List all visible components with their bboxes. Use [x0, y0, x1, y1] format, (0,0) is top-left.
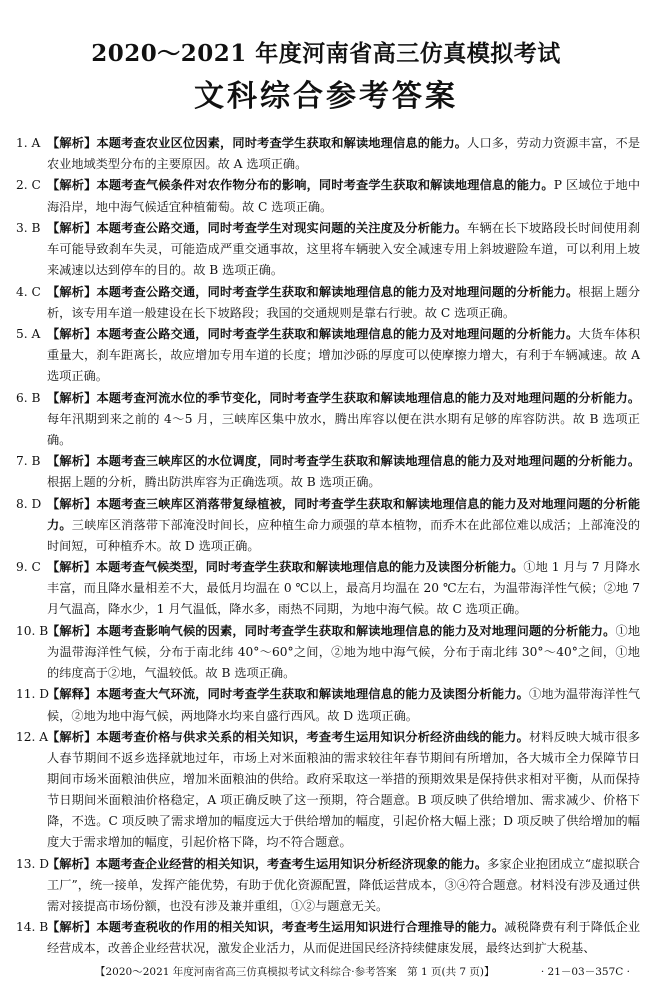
- analysis-lead: 本题考查三峡库区的水位调度，同时考查学生获取和解读地理信息的能力及对地理问题的分析能力。: [96, 454, 641, 469]
- analysis-body: 人口多，劳动力资源丰富，不是农业地域类型分布的主要原因。故 A 选项正确。: [47, 136, 641, 172]
- question-number: 14. B: [16, 920, 49, 935]
- analysis-lead: 本题考查大气环流，同时考查学生获取和解读地理信息的能力及读图分析能力。: [96, 687, 529, 702]
- analysis-body: 多家企业抱团成立“虚拟联合工厂”，统一接单，发挥产能优势，有助于优化资源配置，降低运营成本，③④符合题意。材料没有涉及通过供需对接提高市场份额，也没有涉及兼并重组，①②与题意无关。: [47, 856, 641, 913]
- footer-page-info: 【2020～2021 年度河南省高三仿真模拟考试文科综合·参考答案 第 1 页(共 7 页)】: [95, 966, 495, 978]
- analysis-body: 减税降费有利于降低企业经营成本，改善企业经营状况，激发企业活力，从而促进国民经济持续健康发展，最终达到扩大税基、: [47, 920, 641, 956]
- question-number: 12. A: [16, 729, 49, 744]
- analysis-tag: 【解析】: [47, 920, 97, 935]
- answer-list: [16, 133, 640, 960]
- analysis-lead: 本题考查农业区位因素，同时考查学生获取和解读地理信息的能力。: [96, 136, 468, 150]
- page-footer: [95, 965, 640, 979]
- analysis-lead: 本题考查河流水位的季节变化，同时考查学生获取和解读地理信息的能力及对地理问题的分析能力。: [96, 390, 641, 405]
- analysis-body: 大货车体积重量大，刹车距离长，故应增加专用车道的长度；增加沙砾的厚度可以使摩擦力增大，有利于车辆减速。故 A 选项正确。: [47, 327, 641, 384]
- question-number: 11. D: [16, 687, 50, 702]
- answer-item-3: [16, 218, 640, 281]
- question-number: 4. C: [16, 284, 41, 299]
- analysis-body: 三峡库区消落带下部淹没时间长，应种植生命力顽强的草本植物，而乔木在此部位难以成活；上部淹没的时间短，可种植乔木。故 D 选项正确。: [47, 517, 641, 553]
- answer-item-14: [16, 917, 640, 959]
- analysis-tag: 【解析】: [47, 220, 97, 235]
- analysis-lead: 本题考查价格与供求关系的相关知识，考查考生运用知识分析经济曲线的能力。: [96, 729, 529, 744]
- question-number: 8. D: [16, 496, 42, 511]
- analysis-tag: 【解析】: [47, 856, 96, 871]
- question-number: 10. B: [16, 623, 49, 638]
- answer-item-10: [16, 621, 640, 684]
- analysis-lead: 本题考查公路交通，同时考查学生获取和解读地理信息的能力及对地理问题的分析能力。: [96, 284, 579, 299]
- question-number: 2. C: [16, 178, 41, 193]
- analysis-body: 根据上题分析，该专用车道一般建设在长下坡路段；我国的交通规则是靠右行驶。故 C 选项正确。: [47, 284, 641, 320]
- footer-exam-code: · 21－03－357C ·: [540, 966, 630, 978]
- analysis-tag: 【解析】: [47, 136, 97, 150]
- answer-item-6: [16, 388, 640, 451]
- analysis-lead: 本题考查气候类型，同时考查学生获取和解读地理信息的能力及读图分析能力。: [95, 560, 524, 575]
- analysis-tag: 【解析】: [47, 327, 97, 342]
- analysis-body: 材料反映大城市很多人春节期间不返乡选择就地过年，市场上对米面粮油的需求较往年春节期间有所增加，各大城市全力保障节日期间市场米面粮油供应，增加米面粮油的供给。政府采取这一举措的预期效果是保持供求相对平衡，从而保持节日期间米面粮油价格稳定，A 项正确反映了这一预期，符合题意。B 项反映了供给增加、需求减少、价格下降，不选。C 项反映了需求增加的幅度远大于供给增加的幅度，引起价格大幅上涨；D 项反映了供给增加的幅度大于需求增加的幅度，引起价格下降，均不符合题意。: [47, 729, 641, 850]
- analysis-body: ①地 1 月与 7 月降水丰富，而且降水量相差不大，最低月均温在 0 ℃以上，最高月均温在 20 ℃左右，为温带海洋性气候；②地 7 月气温高，降水少，1 月气温低，降水多，雨热不同期，为地中海气候。故 C 选项正确。: [47, 560, 641, 617]
- analysis-tag: 【解析】: [47, 284, 97, 299]
- analysis-lead: 本题考查企业经营的相关知识，考查考生运用知识分析经济现象的能力。: [95, 856, 488, 871]
- analysis-lead: 本题考查公路交通，同时考查学生获取和解读地理信息的能力及对地理问题的分析能力。: [96, 327, 579, 342]
- document-title: 文科综合参考答案: [194, 79, 458, 114]
- analysis-lead: 本题考查公路交通，同时考查学生对现实问题的关注度及分析能力。: [96, 220, 468, 235]
- analysis-lead: 本题考查税收的作用的相关知识，考查考生运用知识进行合理推导的能力。: [96, 920, 505, 935]
- question-number: 7. B: [16, 454, 41, 469]
- question-number: 5. A: [16, 327, 41, 342]
- exam-title: 2020～2021 年度河南省高三仿真模拟考试: [91, 40, 561, 67]
- analysis-lead: 本题考查气候条件对农作物分布的影响，同时考查学生获取和解读地理信息的能力。: [96, 178, 554, 193]
- analysis-tag: 【解析】: [47, 390, 97, 405]
- question-number: 6. B: [16, 390, 41, 405]
- analysis-tag: 【解析】: [47, 560, 96, 575]
- question-number: 1. A: [16, 136, 41, 150]
- answer-item-1: [16, 133, 640, 175]
- analysis-tag: 【解析】: [47, 729, 97, 744]
- analysis-body: ①地为温带海洋性气候，分布于南北纬 40°～60°之间，②地为地中海气候，分布于南北纬 30°～40°之间，①地的纬度高于②地，气温较低。故 B 选项正确。: [47, 623, 641, 681]
- analysis-body: 车辆在长下坡路段长时间使用刹车可能导致刹车失灵，可能造成严重交通事故，这里将车辆驶入安全减速专用上斜坡避险车道，可以利用上坡来减速以达到停车的目的。故 B 选项正确。: [47, 220, 641, 278]
- analysis-lead: 本题考查三峡库区消落带复绿植被，同时考查学生获取和解读地理信息的能力及对地理问题的分析能力。: [47, 496, 641, 532]
- answer-item-9: [16, 557, 640, 620]
- analysis-tag: 【解析】: [47, 454, 97, 469]
- answer-item-2: [16, 175, 640, 217]
- analysis-body: 每年汛期到来之前的 4～5 月，三峡库区集中放水，腾出库容以便在洪水期有足够的库容防洪。故 B 选项正确。: [47, 411, 640, 447]
- analysis-tag: 【解析】: [47, 178, 97, 193]
- answer-item-7: [16, 451, 640, 493]
- analysis-tag: 【解释】: [47, 687, 97, 702]
- answer-item-13: [16, 854, 640, 917]
- answer-item-4: [16, 282, 640, 324]
- question-number: 9. C: [16, 560, 41, 575]
- answer-item-5: [16, 324, 640, 387]
- answer-item-12: [16, 727, 640, 854]
- analysis-tag: 【解析】: [47, 623, 97, 638]
- answer-item-11: [16, 684, 640, 726]
- question-number: 3. B: [16, 220, 41, 235]
- answer-item-8: [16, 494, 640, 557]
- analysis-lead: 本题考查影响气候的因素，同时考查学生获取和解读地理信息的能力及对地理问题的分析能力。: [96, 623, 616, 638]
- question-number: 13. D: [16, 856, 50, 871]
- analysis-body: ①地为温带海洋性气候，②地为地中海气候，两地降水均来自盛行西风。故 D 选项正确。: [47, 687, 641, 723]
- analysis-body: P 区域位于地中海沿岸，地中海气候适宜种植葡萄。故 C 选项正确。: [47, 178, 641, 214]
- analysis-tag: 【解析】: [47, 496, 97, 511]
- analysis-body: 根据上题的分析，腾出防洪库容为正确选项。故 B 选项正确。: [47, 475, 381, 490]
